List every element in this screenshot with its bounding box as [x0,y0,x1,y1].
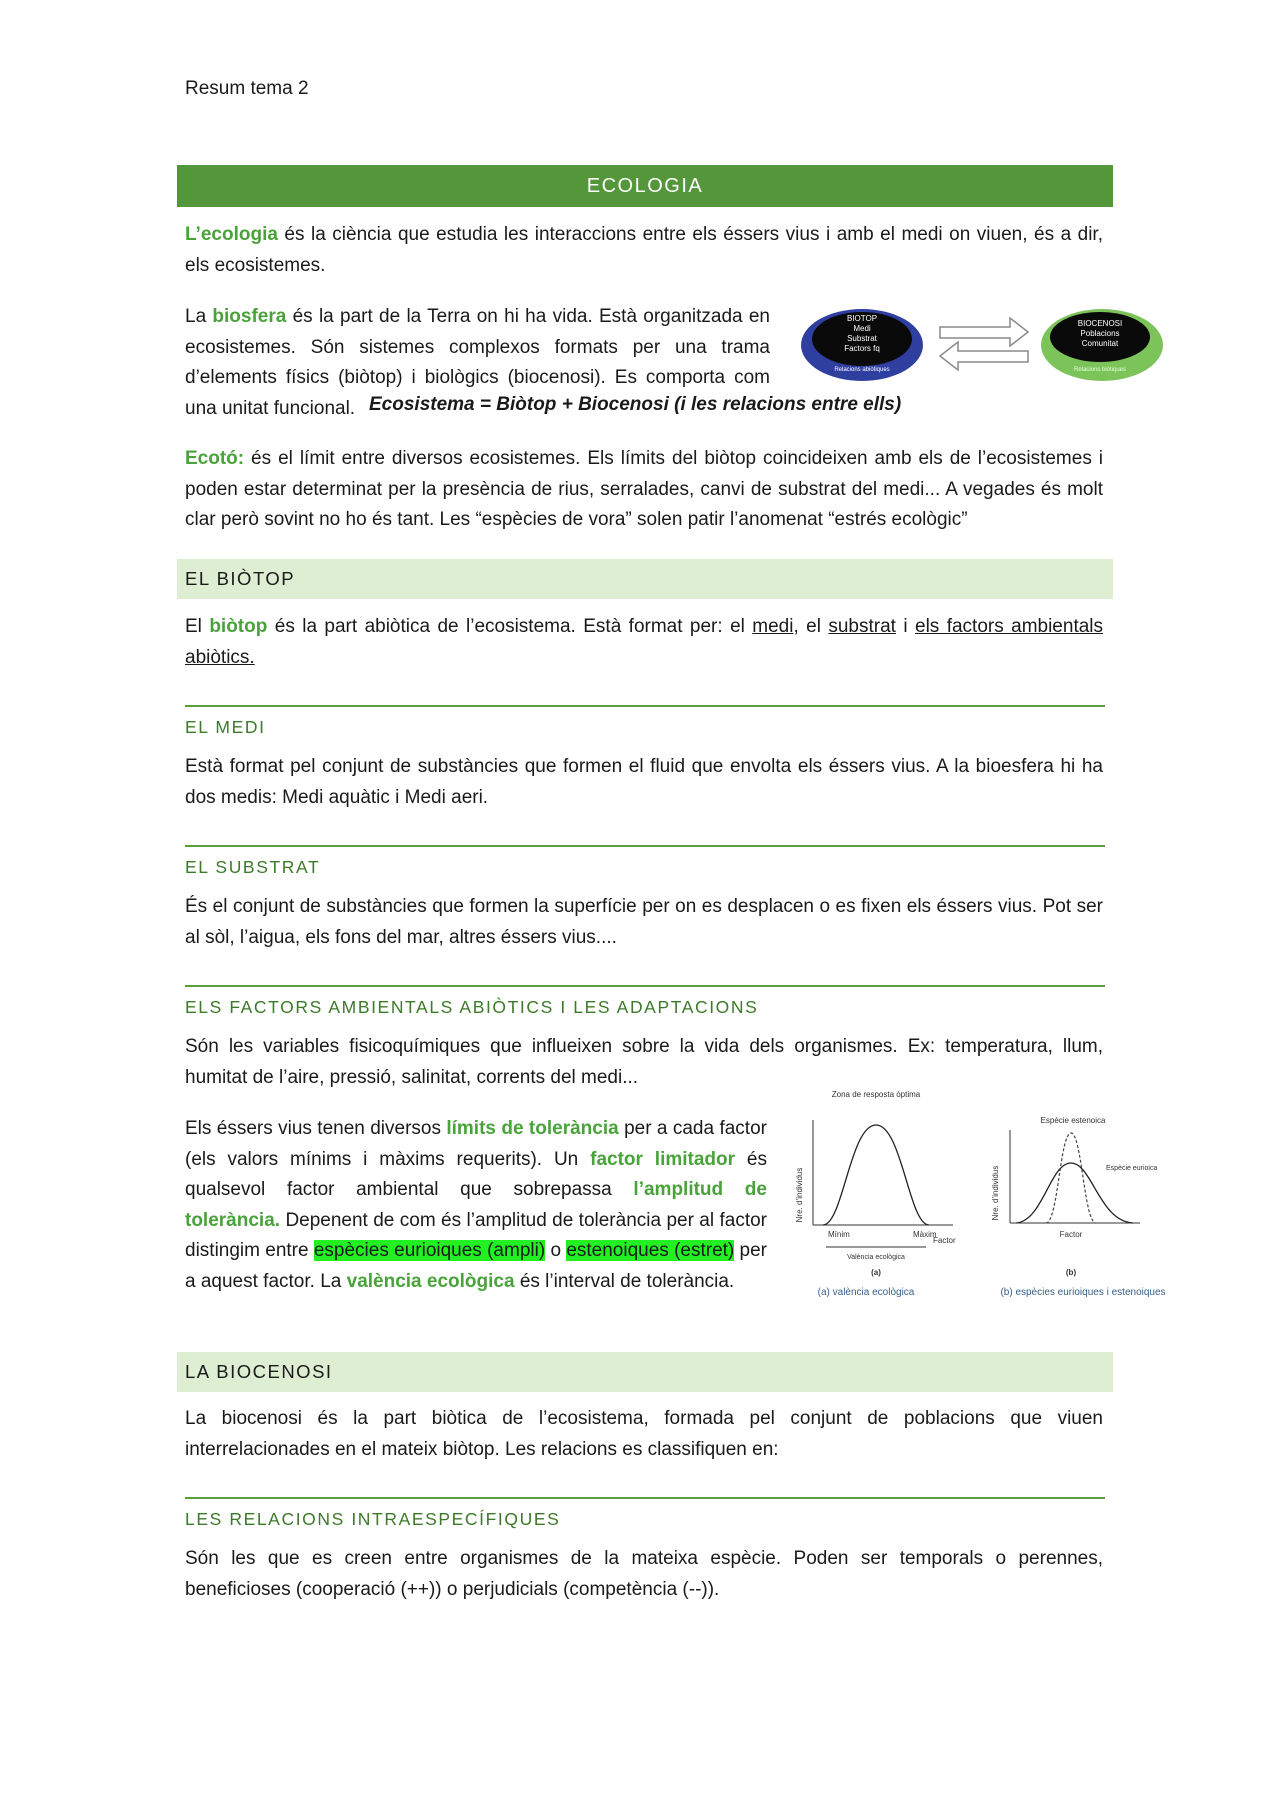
term-biosfera: biosfera [212,306,287,327]
caption-a: (a) valència ecològica [817,1287,915,1298]
biocenosi-footer: Relacions biòtiques [1073,367,1127,373]
y-label-b: Nre. d’individus [991,1165,1000,1221]
factor-label-b: Factor [1059,1230,1083,1239]
link-factors: els factors ambientals abiòtics. [185,616,1104,668]
euri-curve [1016,1163,1133,1223]
divider [185,845,1105,847]
term-amplitud: l’amplitud de tolerància. [185,1179,767,1231]
link-substrat: substrat [828,616,896,637]
valencia-label: València ecològica [847,1254,905,1261]
term-biotop: biòtop [209,616,268,637]
esteno-label: Espècie estenoica [1040,1116,1106,1125]
divider [185,985,1105,987]
text: és l’interval de tolerància. [514,1270,735,1292]
biotop-substrat: Substrat [847,334,877,343]
tolerance-curve-a [823,1125,929,1225]
highlight-eurioiques: espècies eurioiques (ampli) [313,1240,546,1261]
max-label: Màxim [913,1230,937,1239]
text: és la part de la Terra on hi ha vida. Està organitzada en ecosistemes. Són sistemes complexos formats per una trama d’elements físics (biòtop) i biològics (biocenosi). Es comporta com una unitat funcional. [185,306,770,419]
text: La [185,306,213,327]
min-label: Mínim [828,1230,850,1239]
text: o [545,1240,567,1261]
y-label-a: Nre. d’individus [795,1167,804,1223]
ecosystem-formula: Ecosistema = Biòtop + Biocenosi (i les relacions entre ells) [369,394,902,415]
divider [185,705,1105,707]
section-title-ecologia: ECOLOGIA [177,165,1113,207]
biotop-footer: Relacions abiòtiques [834,367,890,373]
paragraph-medi: Està format pel conjunt de substàncies que formen el fluid que envolta els éssers vius. A la bioesfera hi ha dos medis: Medi aquàtic i Medi aeri. [185,756,1103,808]
text: és el límit entre diversos ecosistemes. Els límits del biòtop coincideixen amb els de l’ecosistemes i poden estar determinat per la presència de rius, serralades, canvi de substrat del medi... A vegades és molt clar però sovint no ho és tant. Les “espècies de vora” solen patir l’anomenat “estrés ecològic” [185,448,1103,530]
arrow-right-icon [940,318,1028,346]
subsection-title-intraespecifiques: LES RELACIONS INTRAESPECÍFIQUES [185,1509,561,1529]
highlight-estenoiques: estenoiques (estret) [566,1240,735,1261]
text: és la part abiòtica de l’ecosistema. Està format per: el [267,616,753,637]
biocenosi-comunitat: Comunitat [1081,339,1119,348]
paragraph-limits [185,1114,767,1297]
text: és la ciència que estudia les interaccions entre els éssers vius i amb el medi on viuen, és a dir, els ecosistemes. [185,224,1103,276]
text: per a cada factor (els valors mínims i màxims requerits). Un [185,1118,767,1170]
section-title-biotop: EL BIÒTOP [177,559,1113,599]
text: Depenent de com és l’amplitud de tolerància per al factor distingim entre [185,1209,767,1261]
text: i [895,616,915,637]
term-valencia: valència ecològica [346,1270,515,1292]
tolerance-figure [788,1085,1188,1310]
biotop-medi: Medi [853,324,871,333]
term-limits-tolerancia: límits de tolerància [446,1118,619,1139]
subsection-title-substrat: EL SUBSTRAT [185,857,321,877]
paragraph-biotop [185,612,1103,673]
text: El [185,616,210,637]
text: és qualsevol factor ambiental que sobrepassa [185,1148,767,1200]
text: Els éssers vius tenen diversos [185,1118,447,1139]
biotop-factors: Factors fq [844,344,880,353]
subsection-title-medi: EL MEDI [185,717,266,737]
b-label: (b) [1065,1268,1077,1277]
caption-b: (b) espècies eurioiques i estenoiques [1000,1287,1166,1298]
biocenosi-poblacions: Poblacions [1080,329,1120,338]
paragraph-substrat: És el conjunt de substàncies que formen la superfície per on es desplacen o es fixen els éssers vius. Pot ser al sòl, l’aigua, els fons del mar, altres éssers vius.... [185,896,1103,948]
arrow-left-icon [940,342,1028,370]
term-factor-limitador: factor limitador [590,1148,736,1170]
text: , el [793,616,829,637]
subsection-title-factors: ELS FACTORS AMBIENTALS ABIÒTICS I LES ADAPTACIONS [185,997,759,1017]
euri-label: Espècie eurioica [1106,1165,1158,1172]
paragraph-biocenosi: La biocenosi és la part biòtica de l’ecosistema, formada pel conjunt de poblacions que viuen interrelacionades en el mateix biòtop. Les relacions es classifiquen en: [185,1408,1103,1460]
paragraph-ecologia [185,220,1103,281]
link-medi: medi [752,616,794,637]
text: per a aquest factor. La [185,1240,767,1292]
paragraph-factors: Són les variables fisicoquímiques que influeixen sobre la vida dels organismes. Ex: temperatura, llum, humitat de l’aire, pressió, salinitat, corrents del medi... [185,1036,1103,1088]
ecosystem-diagram [800,305,1165,385]
biocenosi-label: BIOCENOSI [1077,319,1123,328]
section-title-biocenosi: LA BIOCENOSI [177,1352,1113,1392]
paragraph-intraespecifiques: Són les que es creen entre organismes de la mateixa espècie. Poden ser temporals o perennes, beneficioses (cooperació (++)) o perjudicials (competència (--)). [185,1548,1103,1600]
term-ecologia: L’ecologia [185,224,278,245]
zone-label: Zona de resposta òptima [831,1090,921,1099]
biotop-label: BIOTOP [846,314,878,323]
factor-label-a: Factor [933,1236,956,1245]
paragraph-ecoto [185,444,1103,536]
divider [185,1497,1105,1499]
term-ecoto: Ecotó: [185,448,245,469]
page-header: Resum tema 2 [185,78,309,99]
a-label: (a) [871,1268,881,1277]
